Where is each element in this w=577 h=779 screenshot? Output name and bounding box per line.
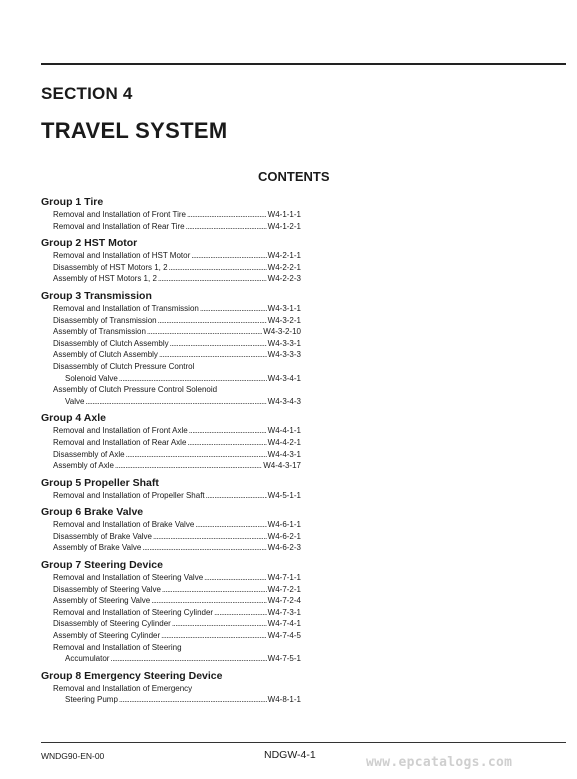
toc-entry[interactable] xyxy=(41,531,301,543)
toc-entry-page: W4-6-2-3 xyxy=(267,543,301,553)
group-title: Group 4 Axle xyxy=(41,412,106,425)
toc-entry-title: Disassembly of Steering Valve xyxy=(53,584,161,594)
toc-entry[interactable] xyxy=(41,519,301,531)
group-title: Group 8 Emergency Steering Device xyxy=(41,669,223,682)
toc-entry[interactable] xyxy=(41,618,301,630)
toc-entry-title: Assembly of Steering Cylinder xyxy=(53,631,161,641)
toc-entry[interactable] xyxy=(41,595,301,607)
toc-entry-page: W4-8-1-1 xyxy=(267,695,301,705)
dot-leader xyxy=(119,373,267,385)
toc-entry-title: Assembly of Axle xyxy=(53,461,114,471)
toc-entry-title: Removal and Installation of Steering Valve xyxy=(53,573,204,583)
toc-entry-title: Accumulator xyxy=(65,654,110,664)
dot-leader xyxy=(169,262,267,274)
group-title: Group 2 HST Motor xyxy=(41,237,138,250)
toc-entry-title: Assembly of Transmission xyxy=(53,327,146,337)
toc-entry-page: W4-4-3-17 xyxy=(263,461,301,471)
toc-group xyxy=(41,476,301,502)
toc-entry-title: Disassembly of Transmission xyxy=(53,315,157,325)
dot-leader xyxy=(206,490,267,502)
toc-entry[interactable] xyxy=(41,607,301,619)
toc-group xyxy=(41,505,301,554)
dot-leader xyxy=(153,531,267,543)
toc-entry-title: Removal and Installation of Steering Cylinder xyxy=(53,607,214,617)
dot-leader xyxy=(162,584,267,596)
toc-entry-page: W4-4-3-1 xyxy=(267,449,301,459)
toc-entry-page: W4-6-2-1 xyxy=(267,531,301,541)
toc-entry[interactable] xyxy=(41,361,301,373)
toc-entry-page: W4-7-1-1 xyxy=(267,573,301,583)
dot-leader xyxy=(110,653,266,665)
toc-group xyxy=(41,236,301,285)
toc-entry[interactable] xyxy=(41,683,301,695)
toc-entry-page: W4-7-2-4 xyxy=(267,596,301,606)
toc-entry[interactable] xyxy=(41,250,301,262)
dot-leader xyxy=(115,460,262,472)
toc-entry-page: W4-3-4-1 xyxy=(267,373,301,383)
dot-leader xyxy=(187,437,266,449)
toc-entry-page: W4-3-2-1 xyxy=(267,315,301,325)
toc-entry-page: W4-7-2-1 xyxy=(267,584,301,594)
toc-entry[interactable] xyxy=(41,630,301,642)
contents-heading: CONTENTS xyxy=(258,169,330,184)
dot-leader xyxy=(161,630,267,642)
toc-entry-title: Removal and Installation of Front Tire xyxy=(53,210,186,219)
toc-entry-title: Assembly of HST Motors 1, 2 xyxy=(53,274,157,284)
toc-entry[interactable] xyxy=(41,572,301,584)
toc-entry-title: Disassembly of Clutch Pressure Control xyxy=(53,361,195,371)
toc-entry-title: Assembly of Clutch Assembly xyxy=(53,350,158,360)
top-rule xyxy=(41,63,566,65)
dot-leader xyxy=(147,326,262,338)
toc-entry[interactable] xyxy=(41,338,301,350)
toc-entry-page: W4-7-4-1 xyxy=(267,619,301,629)
toc-entry-title: Removal and Installation of Brake Valve xyxy=(53,520,195,530)
toc-entry[interactable] xyxy=(41,209,301,221)
dot-leader xyxy=(191,250,266,262)
toc-entry[interactable] xyxy=(41,584,301,596)
toc-entry-title: Steering Pump xyxy=(65,695,118,705)
section-label: SECTION 4 xyxy=(41,84,133,103)
toc-entry[interactable] xyxy=(41,303,301,315)
toc-entry-page: W4-3-2-10 xyxy=(263,327,301,337)
dot-leader xyxy=(189,425,267,437)
dot-leader xyxy=(159,349,267,361)
toc-group xyxy=(41,558,301,665)
footer-rule xyxy=(41,742,566,743)
toc-entry[interactable] xyxy=(41,642,301,654)
toc-entry-title: Disassembly of Steering Cylinder xyxy=(53,619,171,629)
page-number: NDGW-4-1 xyxy=(264,749,316,761)
toc-group xyxy=(41,289,301,407)
toc-entry-page: W4-6-1-1 xyxy=(267,520,301,530)
dot-leader xyxy=(172,618,267,630)
group-title: Group 1 Tire xyxy=(41,196,104,208)
dot-leader xyxy=(142,542,266,554)
toc-entry-page: W4-2-2-1 xyxy=(267,262,301,272)
group-title: Group 6 Brake Valve xyxy=(41,506,144,519)
toc-entry-title: Assembly of Brake Valve xyxy=(53,543,142,553)
toc-entry-title: Removal and Installation of Steering xyxy=(53,642,182,652)
dot-leader xyxy=(119,694,267,706)
dot-leader xyxy=(186,221,267,233)
toc-entry[interactable] xyxy=(41,653,301,665)
toc-entry[interactable] xyxy=(41,262,301,274)
dot-leader xyxy=(187,209,267,221)
section-title: TRAVEL SYSTEM xyxy=(41,118,228,143)
watermark: www.epcatalogs.com xyxy=(366,755,513,770)
dot-leader xyxy=(170,338,267,350)
toc-entry-page: W4-5-1-1 xyxy=(267,490,301,500)
toc-entry-title: Disassembly of Clutch Assembly xyxy=(53,338,169,348)
toc-entry[interactable] xyxy=(41,694,301,706)
toc-entry[interactable] xyxy=(41,437,301,449)
toc-entry-page: W4-7-4-5 xyxy=(267,631,301,641)
toc-entry[interactable] xyxy=(41,542,301,554)
toc-entry-title: Removal and Installation of Rear Tire xyxy=(53,221,185,231)
document-code: WNDG90-EN-00 xyxy=(41,751,105,761)
toc-entry-title: Assembly of Steering Valve xyxy=(53,596,151,606)
toc-entry[interactable] xyxy=(41,373,301,385)
toc-entry-title: Valve xyxy=(65,396,85,406)
dot-leader xyxy=(214,607,267,619)
toc-entry-page: W4-7-3-1 xyxy=(267,607,301,617)
group-title: Group 3 Transmission xyxy=(41,289,152,302)
toc-entry-page: W4-1-1-1 xyxy=(267,210,301,219)
toc-entry-page: W4-2-1-1 xyxy=(267,251,301,261)
toc-entry-title: Disassembly of Brake Valve xyxy=(53,531,152,541)
dot-leader xyxy=(200,303,267,315)
toc-entry-title: Removal and Installation of Propeller Shaft xyxy=(53,490,205,500)
toc-entry-page: W4-3-1-1 xyxy=(267,303,301,313)
toc-entry[interactable] xyxy=(41,449,301,461)
toc-group xyxy=(41,411,301,471)
toc-entry-page: W4-1-2-1 xyxy=(267,221,301,231)
toc-entry[interactable] xyxy=(41,273,301,285)
toc-entry[interactable] xyxy=(41,396,301,408)
toc-entry-page: W4-2-2-3 xyxy=(267,274,301,284)
toc-entry[interactable] xyxy=(41,326,301,338)
table-of-contents xyxy=(41,195,301,710)
dot-leader xyxy=(158,273,267,285)
toc-entry-title: Removal and Installation of HST Motor xyxy=(53,251,191,261)
toc-group xyxy=(41,195,301,232)
group-title: Group 5 Propeller Shaft xyxy=(41,476,159,489)
dot-leader xyxy=(158,315,267,327)
group-title: Group 7 Steering Device xyxy=(41,559,163,572)
toc-entry-title: Removal and Installation of Rear Axle xyxy=(53,437,187,447)
toc-entry[interactable] xyxy=(41,490,301,502)
toc-entry-page: W4-3-3-1 xyxy=(267,338,301,348)
toc-entry-page: W4-4-1-1 xyxy=(267,426,301,436)
toc-entry[interactable] xyxy=(41,384,301,396)
toc-group xyxy=(41,669,301,706)
toc-entry-title: Disassembly of Axle xyxy=(53,449,125,459)
toc-entry-title: Solenoid Valve xyxy=(65,373,118,383)
toc-entry[interactable] xyxy=(41,460,301,472)
toc-entry-page: W4-7-5-1 xyxy=(267,654,301,664)
toc-entry-title: Removal and Installation of Emergency xyxy=(53,683,193,693)
toc-entry-page: W4-4-2-1 xyxy=(267,437,301,447)
dot-leader xyxy=(85,396,266,408)
toc-entry[interactable] xyxy=(41,315,301,327)
dot-leader xyxy=(204,572,266,584)
toc-entry-title: Removal and Installation of Transmission xyxy=(53,303,199,313)
toc-entry-title: Assembly of Clutch Pressure Control Solenoid xyxy=(53,385,218,395)
toc-entry-title: Disassembly of HST Motors 1, 2 xyxy=(53,262,168,272)
toc-entry-title: Removal and Installation of Front Axle xyxy=(53,426,188,436)
toc-entry[interactable] xyxy=(41,221,301,233)
toc-entry-page: W4-3-4-3 xyxy=(267,396,301,406)
toc-entry-page: W4-3-3-3 xyxy=(267,350,301,360)
dot-leader xyxy=(151,595,266,607)
toc-entry[interactable] xyxy=(41,425,301,437)
toc-entry[interactable] xyxy=(41,349,301,361)
dot-leader xyxy=(126,449,267,461)
dot-leader xyxy=(195,519,266,531)
